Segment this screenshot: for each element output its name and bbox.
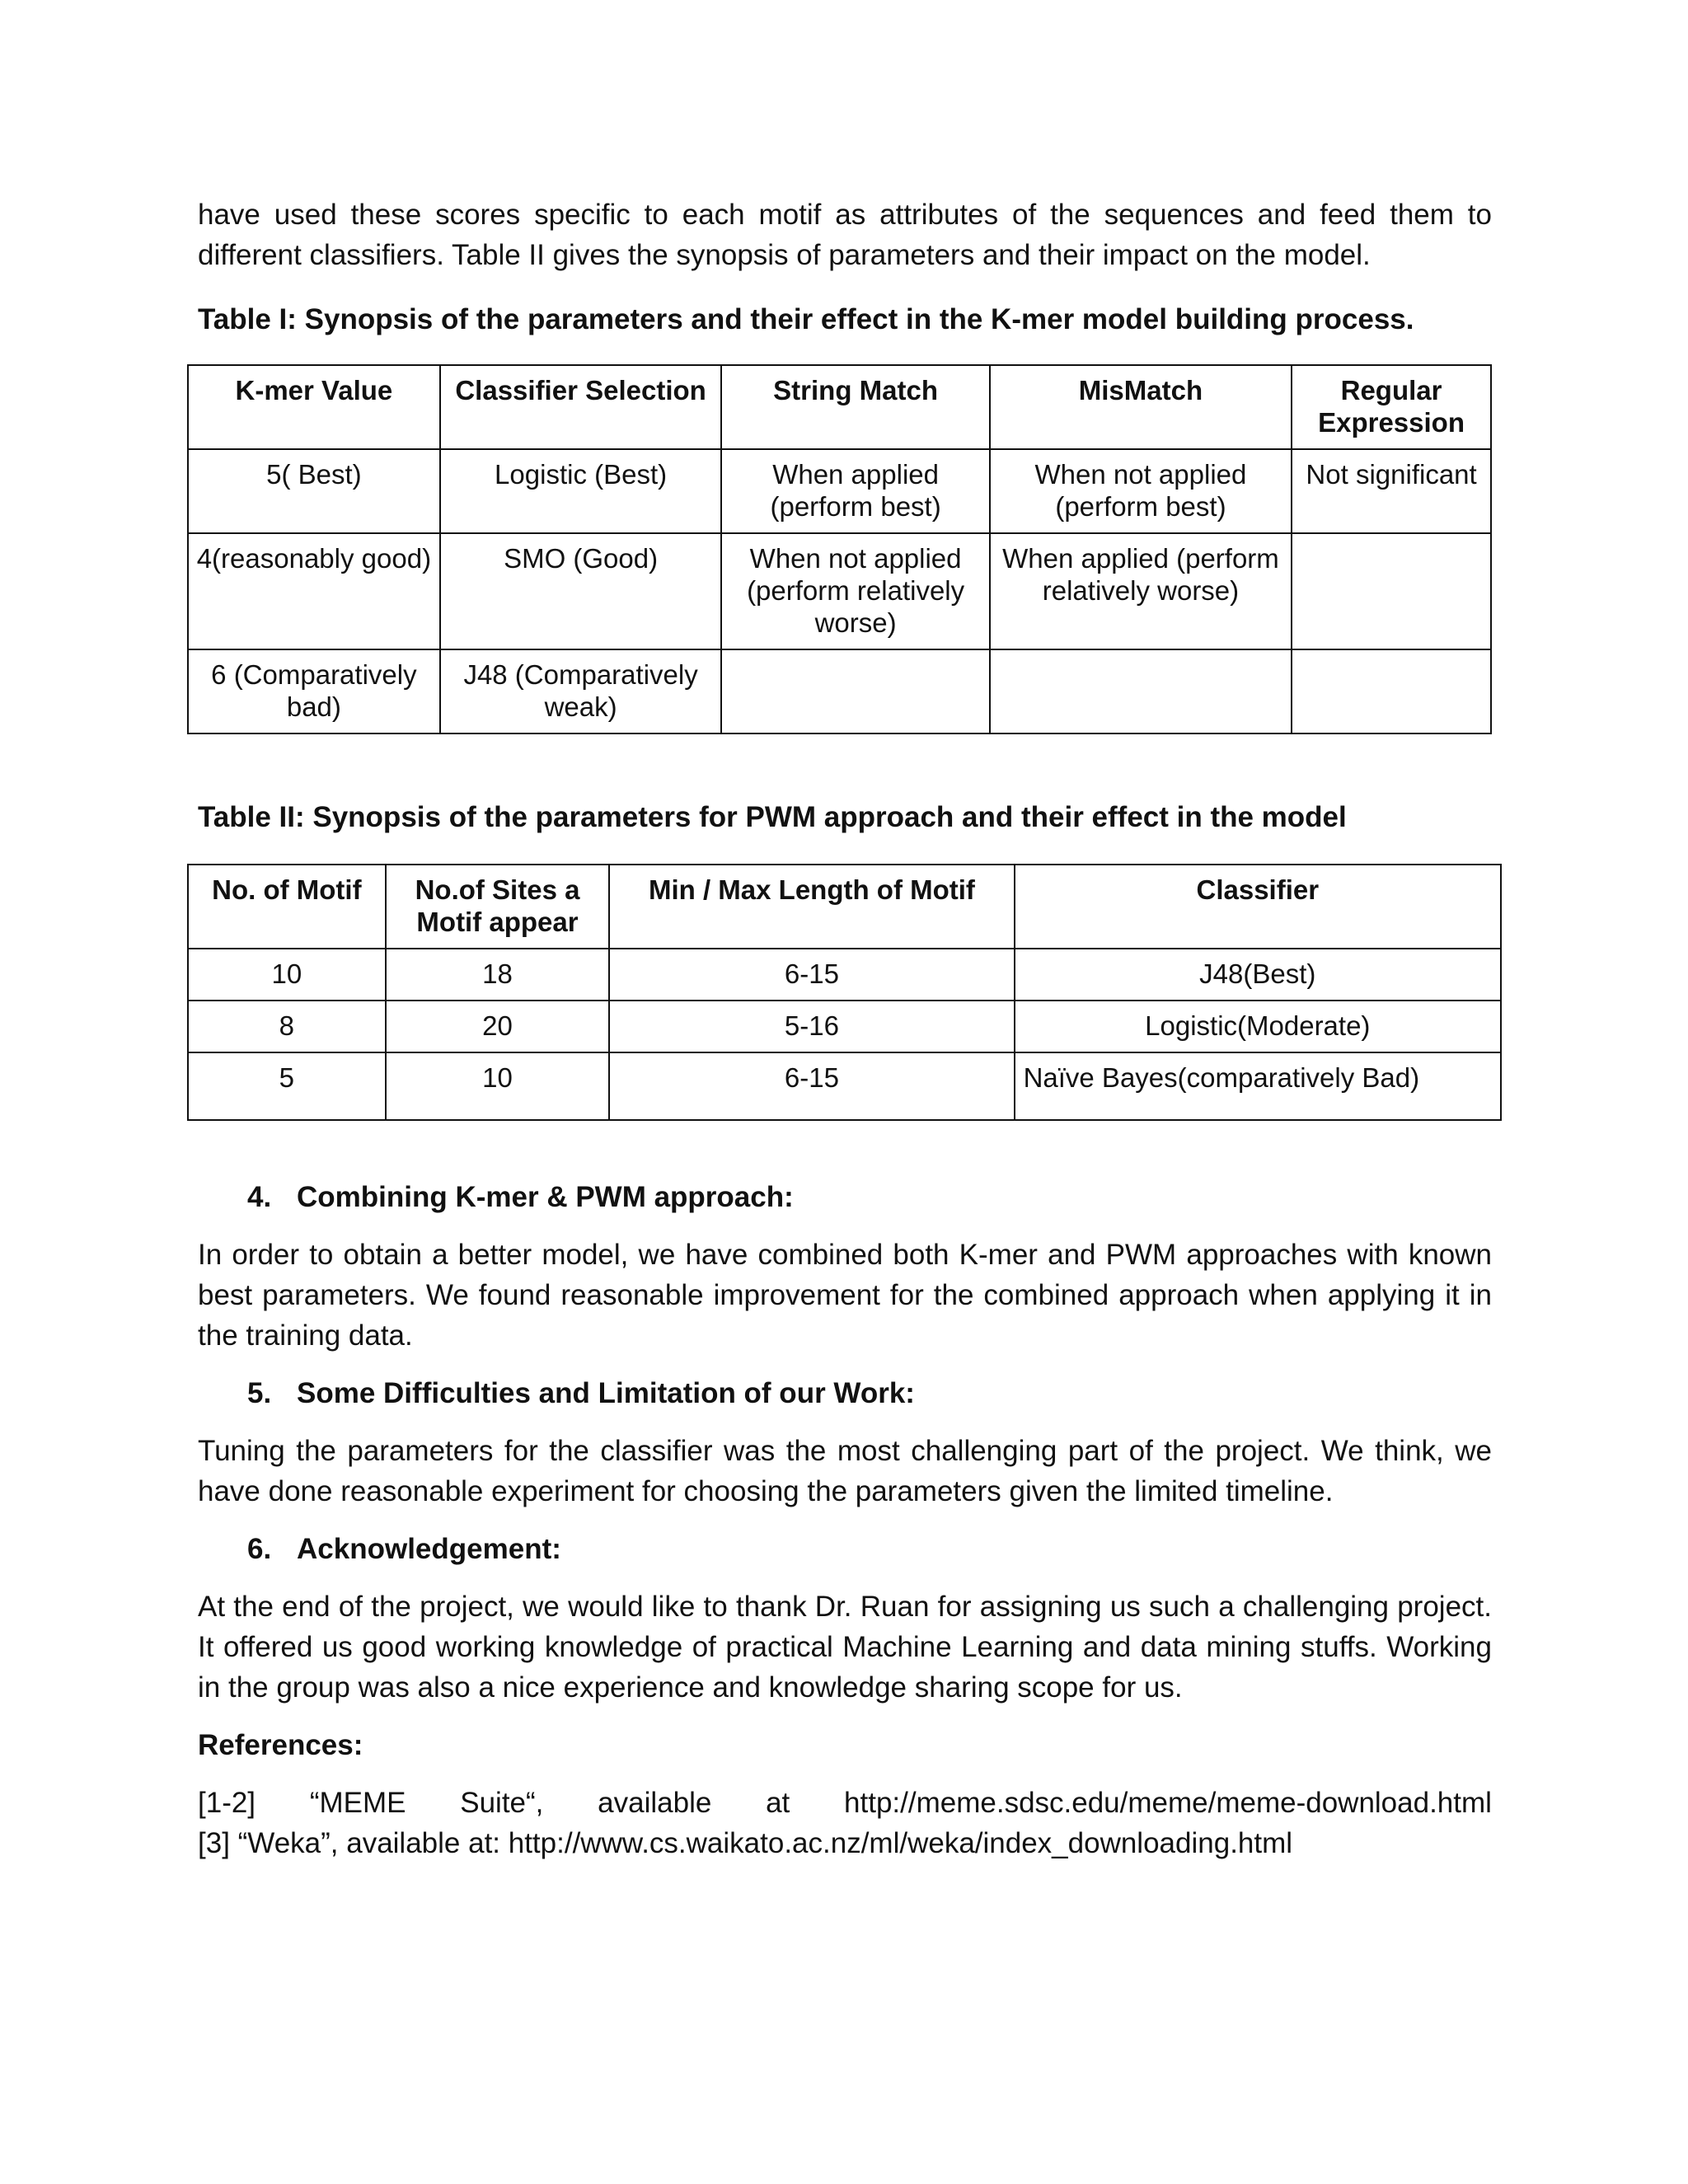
table1-header-row bbox=[188, 365, 1491, 449]
table-cell: 5 bbox=[188, 1052, 386, 1120]
references-title: References: bbox=[198, 1729, 363, 1761]
table-cell: 5-16 bbox=[609, 1001, 1014, 1052]
table-cell: 8 bbox=[188, 1001, 386, 1052]
table-row bbox=[188, 1052, 1501, 1120]
section-title: Combining K-mer & PWM approach: bbox=[297, 1181, 794, 1213]
table1-header: Regular Expression bbox=[1292, 365, 1491, 449]
table-cell: When not applied (perform relatively worse) bbox=[721, 533, 989, 649]
section5-heading bbox=[198, 1373, 1492, 1413]
section-number: 5. bbox=[247, 1377, 272, 1409]
table-cell: 6-15 bbox=[609, 1052, 1014, 1120]
table-cell: Not significant bbox=[1292, 449, 1491, 533]
reference-label: [1-2] bbox=[198, 1787, 256, 1819]
table-cell: 10 bbox=[188, 949, 386, 1001]
table-cell: J48 (Comparatively weak) bbox=[440, 649, 722, 733]
table2-header: No.of Sites a Motif appear bbox=[386, 865, 610, 949]
table1-header: String Match bbox=[721, 365, 989, 449]
table-cell: 18 bbox=[386, 949, 610, 1001]
table-cell: 20 bbox=[386, 1001, 610, 1052]
table-cell bbox=[1292, 649, 1491, 733]
table-cell: SMO (Good) bbox=[440, 533, 722, 649]
section4-body: In order to obtain a better model, we have combined both K-mer and PWM approaches with known best parameters. We found reasonable improvement for the combined approach when applying it in the training data. bbox=[198, 1239, 1492, 1352]
section-number: 4. bbox=[247, 1181, 272, 1213]
document-page bbox=[198, 194, 1492, 1863]
table-cell: 4(reasonably good) bbox=[188, 533, 440, 649]
table-cell: When applied (perform relatively worse) bbox=[990, 533, 1292, 649]
table2-header: Classifier bbox=[1015, 865, 1501, 949]
table-row bbox=[188, 1001, 1501, 1052]
table-row bbox=[188, 649, 1491, 733]
table-row bbox=[188, 949, 1501, 1001]
table-cell: 5( Best) bbox=[188, 449, 440, 533]
section-title: Some Difficulties and Limitation of our Work: bbox=[297, 1377, 915, 1409]
references-list bbox=[198, 1783, 1492, 1863]
table-cell bbox=[721, 649, 989, 733]
section4-heading bbox=[198, 1177, 1492, 1217]
table-cell bbox=[1292, 533, 1491, 649]
table2 bbox=[187, 864, 1502, 1121]
reference-text: at bbox=[766, 1787, 790, 1819]
reference-1 bbox=[198, 1783, 1492, 1823]
table2-header-row bbox=[188, 865, 1501, 949]
table1 bbox=[187, 364, 1492, 734]
table1-header: MisMatch bbox=[990, 365, 1292, 449]
table-cell: 6-15 bbox=[609, 949, 1014, 1001]
table-row bbox=[188, 533, 1491, 649]
section6-body: At the end of the project, we would like to thank Dr. Ruan for assigning us such a challenging project. It offered us good working knowledge of practical Machine Learning and data mining stuffs. Working in the group was also a nice experience and knowledge sharing scope for us. bbox=[198, 1591, 1492, 1704]
table2-header: No. of Motif bbox=[188, 865, 386, 949]
table-cell: Logistic(Moderate) bbox=[1015, 1001, 1501, 1052]
table-cell: 10 bbox=[386, 1052, 610, 1120]
reference-name: “MEME bbox=[309, 1787, 406, 1819]
table2-header: Min / Max Length of Motif bbox=[609, 865, 1014, 949]
reference-url: http://meme.sdsc.edu/meme/meme-download.html bbox=[844, 1787, 1492, 1819]
reference-name: Suite“, bbox=[460, 1787, 544, 1819]
table-cell: Naïve Bayes(comparatively Bad) bbox=[1015, 1052, 1501, 1120]
table1-header: Classifier Selection bbox=[440, 365, 722, 449]
table1-caption: Table I: Synopsis of the parameters and their effect in the K-mer model building process. bbox=[198, 303, 1414, 335]
table-cell: J48(Best) bbox=[1015, 949, 1501, 1001]
table-cell bbox=[990, 649, 1292, 733]
table-cell: When not applied (perform best) bbox=[990, 449, 1292, 533]
table-cell: Logistic (Best) bbox=[440, 449, 722, 533]
table1-header: K-mer Value bbox=[188, 365, 440, 449]
reference-text: available bbox=[598, 1787, 712, 1819]
section5-body: Tuning the parameters for the classifier was the most challenging part of the project. We think, we have done reasonable experiment for choosing the parameters given the limited timeline. bbox=[198, 1435, 1492, 1507]
section6-heading bbox=[198, 1529, 1492, 1569]
table-cell: When applied (perform best) bbox=[721, 449, 989, 533]
section-number: 6. bbox=[247, 1533, 272, 1565]
reference-2: [3] “Weka”, available at: http://www.cs.waikato.ac.nz/ml/weka/index_downloading.html bbox=[198, 1827, 1293, 1859]
section-title: Acknowledgement: bbox=[297, 1533, 561, 1565]
table-row bbox=[188, 449, 1491, 533]
table-cell: 6 (Comparatively bad) bbox=[188, 649, 440, 733]
table2-caption: Table II: Synopsis of the parameters for PWM approach and their effect in the model bbox=[198, 801, 1347, 833]
intro-paragraph: have used these scores specific to each motif as attributes of the sequences and feed them to different classifiers. Table II gives the synopsis of parameters and their impact on the model. bbox=[198, 199, 1492, 271]
